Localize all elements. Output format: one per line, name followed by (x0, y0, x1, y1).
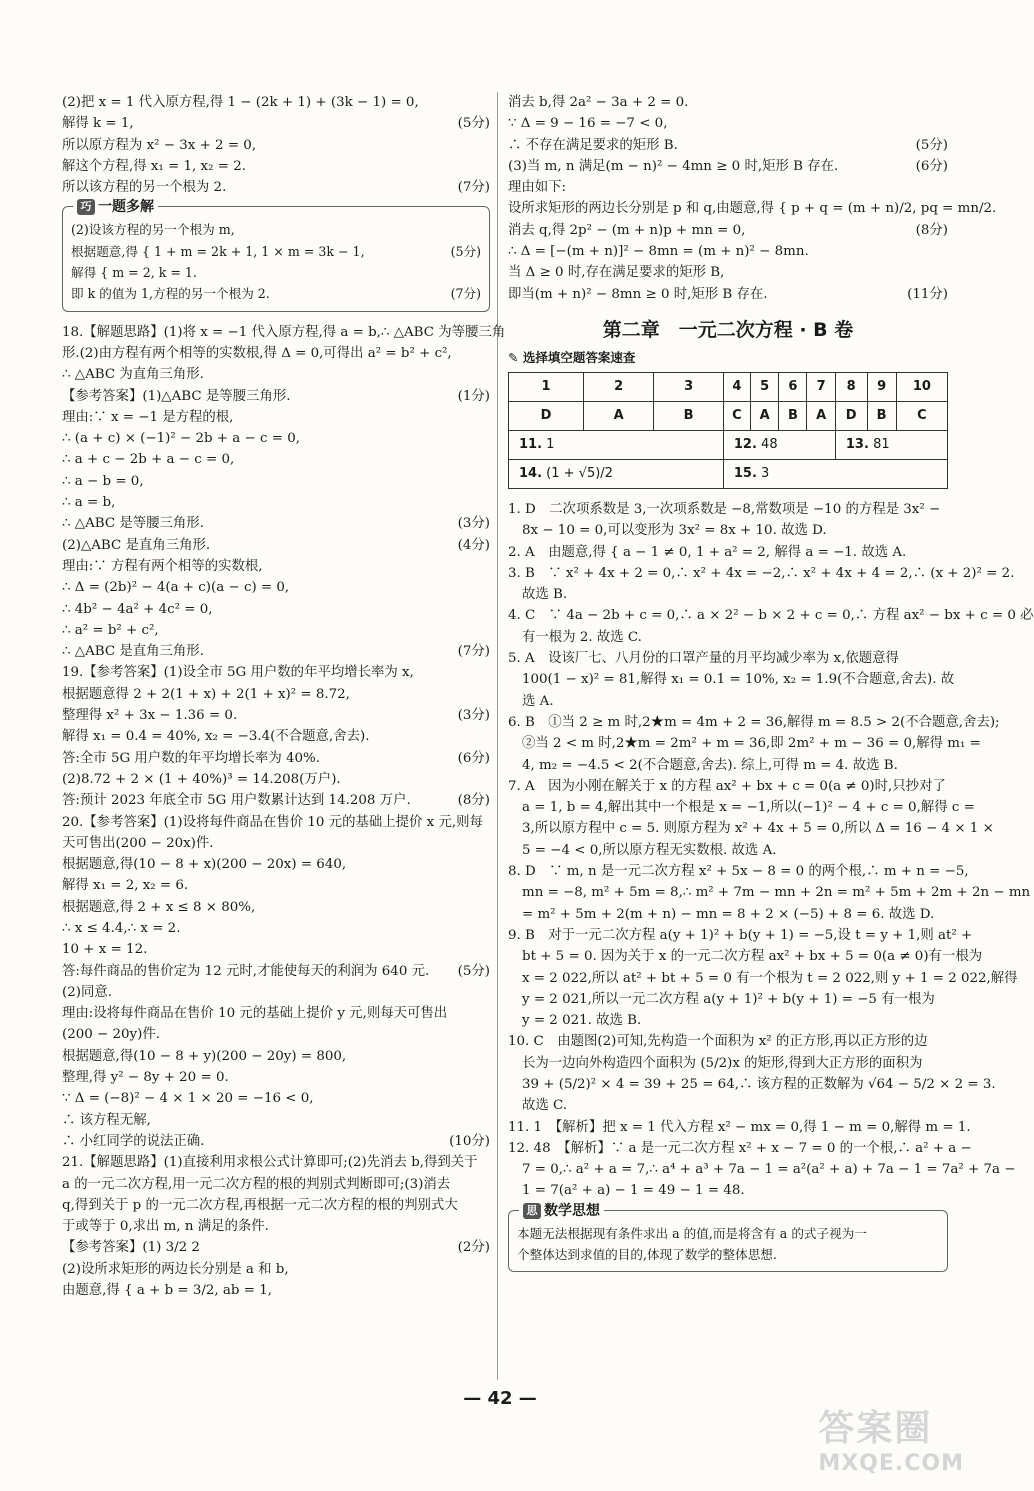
text-line: 设所求矩形的两边长分别是 p 和 q,由题意,得 { p + q = (m + n)/2, pq = mn/2. (508, 201, 997, 217)
text-line: y = 2 021. 故选 B. (522, 1013, 642, 1029)
text-line: ∴ △ABC 为直角三角形. (62, 367, 204, 383)
table-cell: A (750, 401, 778, 430)
text-line: 形.(2)由方程有两个相等的实数根,得 Δ = 0,可得出 a² = b² + c², (62, 345, 452, 361)
text-line: 3,所以原方程中 c = 5. 则原方程为 x² + 4x + 5 = 0,所以 Δ = 16 − 4 × 1 × (522, 821, 994, 837)
table-cell: 15. 3 (723, 459, 947, 488)
text-line: (2)设该方程的另一个根为 m, (71, 222, 235, 238)
q21-continued (508, 92, 997, 305)
text-line: (3)当 m, n 满足(m − n)² − 4mn ≥ 0 时,矩形 B 存在. (6分) (508, 156, 948, 177)
table-cell: C (896, 401, 947, 430)
text-line: 整理得 x² + 3x − 1.36 = 0. (3分) (62, 705, 490, 726)
column-divider (497, 92, 498, 1380)
text-line: y = 2 021,所以一元二次方程 a(y + 1)² + b(y + 1) = −5 有一根为 (522, 991, 935, 1007)
text-line: ∴ 4b² − 4a² + 4c² = 0, (62, 601, 213, 617)
score: (1分) (457, 388, 490, 404)
text-line: ∴ a + c − 2b + a − c = 0, (62, 452, 235, 468)
left-column (62, 92, 506, 1301)
text-line: 2. A 由题意,得 { a − 1 ≠ 0, 1 + a² = 2, 解得 a = −1. 故选 A. (508, 544, 907, 560)
text-line: 解得 x₁ = 0.4 = 40%, x₂ = −3.4(不合题意,舍去). (62, 729, 370, 745)
text-line: 【参考答案】(1) 3/2 2 (2分) (62, 1237, 490, 1258)
table-cell: 12. 48 (723, 430, 835, 459)
table-cell: 14. (1 + √5)/2 (509, 459, 724, 488)
text-line: 7 = 0,∴ a² + a = 7,∴ a⁴ + a³ + 7a − 1 = a²(a² + a) + 7a − 1 = 7a² + 7a − (522, 1162, 1016, 1178)
table-cell: 8 (835, 372, 867, 401)
multi-solution-box (62, 199, 490, 311)
text-line: 解得 x₁ = 2, x₂ = 6. (62, 878, 189, 894)
score: (7分) (457, 644, 490, 660)
text-line: ∴ 小红同学的说法正确. (10分) (62, 1131, 490, 1152)
text-line: 【参考答案】(1)△ABC 是等腰三角形. (1分) (62, 386, 490, 407)
score: (5分) (457, 116, 490, 132)
text-line: 20.【参考答案】(1)设将每件商品在售价 10 元的基础上提价 x 元,则每 (62, 814, 483, 830)
text-line: 5. A 设该厂七、八月份的口罩产量的月平均减少率为 x,依题意得 (508, 651, 899, 667)
text-line: 选 A. (522, 693, 554, 709)
text-line: ∵ Δ = (−8)² − 4 × 1 × 20 = −16 < 0, (62, 1091, 314, 1107)
text-line: a = 1, b = 4,解出其中一个根是 x = −1,所以(−1)² − 4 + c = 0,解得 c = (522, 800, 975, 816)
text-line: 即 k 的值为 1,方程的另一个根为 2. (7分) (71, 283, 481, 304)
text-line: 理由:∵ 方程有两个相等的实数根, (62, 558, 263, 574)
text-line: 长为一边向外构造四个面积为 (5/2)x 的矩形,得到大正方形的面积为 (522, 1055, 923, 1071)
table-cell: 5 (750, 372, 778, 401)
score: (6分) (915, 158, 948, 174)
score: (5分) (457, 963, 490, 979)
table-cell: D (509, 401, 584, 430)
table-cell: C (723, 401, 750, 430)
text-line: mn = −8, m² + 5m = 8,∴ m² + 7m − mn + 2n = m² + 5m + 2m + 2n − mn (522, 885, 1031, 901)
text-line: ∴ x ≤ 4.4,∴ x = 2. (62, 920, 181, 936)
text-line: a 的一元二次方程,用一元二次方程的根的判别式判断即可;(3)消去 (62, 1176, 451, 1192)
text-line: 理由如下: (508, 180, 567, 196)
text-line: 故选 C. (522, 1098, 568, 1114)
score: (6分) (457, 750, 490, 766)
text-line: 有一根为 2. 故选 C. (522, 629, 642, 645)
box-tag-icon: 思 (523, 1203, 541, 1219)
text-line: 1 = 7(a² + a) − 1 = 49 − 1 = 48. (522, 1183, 745, 1199)
text-line: 8x − 10 = 0,可以变形为 3x² = 8x + 10. 故选 D. (522, 523, 827, 539)
table-cell: A (584, 401, 654, 430)
text-line: 解这个方程,得 x₁ = 1, x₂ = 2. (62, 158, 246, 174)
text-line: 于或等于 0,求出 m, n 满足的条件. (62, 1219, 269, 1235)
text-line: (200 − 20y)件. (62, 1027, 160, 1043)
text-line: (2)△ABC 是直角三角形. (4分) (62, 535, 490, 556)
box-title: 思 数学思想 (519, 1200, 604, 1220)
text-line: 5 = −4 < 0,所以原方程无实数根. 故选 A. (522, 842, 777, 858)
text-line: 根据题意,得(10 − 8 + y)(200 − 20y) = 800, (62, 1048, 347, 1064)
table-cell: B (779, 401, 807, 430)
text-line: x = 2 022,所以 at² + bt + 5 = 0 有一个根为 t = 2 022,则 y + 1 = 2 022,解得 (522, 970, 1018, 986)
text-line: 8. D ∵ m, n 是一元二次方程 x² + 5x − 8 = 0 的两个根,∴ m + n = −5, (508, 864, 969, 880)
table-cell: 13. 81 (835, 430, 947, 459)
text-line: 4, m₂ = −4.5 < 2(不合题意,舍去). 综上,可得 m = 4. 故选 B. (522, 757, 898, 773)
text-line: = m² + 5m + 2(m + n) − mn = 8 + 2 × (−5) + 8 = 6. 故选 D. (522, 906, 935, 922)
score: (11分) (907, 286, 948, 302)
table-cell: 1 (509, 372, 584, 401)
text-line: ∴ (a + c) × (−1)² − 2b + a − c = 0, (62, 431, 301, 447)
text-line: 当 Δ ≥ 0 时,存在满足要求的矩形 B, (508, 265, 725, 281)
score: (4分) (457, 537, 490, 553)
q18-21-solutions (62, 322, 506, 1302)
text-line: 4. C ∵ 4a − 2b + c = 0,∴ a × 2² − b × 2 + c = 0,∴ 方程 ax² − bx + c = 0 必 (508, 608, 1034, 624)
text-line: ∴ a = b, (62, 495, 116, 511)
score: (8分) (915, 222, 948, 238)
text-line: 即当(m + n)² − 8mn ≥ 0 时,矩形 B 存在. (11分) (508, 284, 948, 305)
text-line: ∴ a − b = 0, (62, 473, 144, 489)
text-line: 本题无法根据现有条件求出 a 的值,而是将含有 a 的式子视为一 (517, 1225, 867, 1241)
right-column (508, 92, 1034, 1282)
box-tag-icon: 巧 (77, 199, 95, 215)
table-cell: B (654, 401, 724, 430)
answer-table (508, 372, 948, 489)
text-line: 11. 1 【解析】把 x = 1 代入方程 x² − mx = 0,得 1 − m = 0,解得 m = 1. (508, 1119, 971, 1135)
text-line: 所以该方程的另一个根为 2. (7分) (62, 177, 490, 198)
text-line: 6. B ①当 2 ≥ m 时,2★m = 4m + 2 = 36,解得 m = 8.5 > 2(不合题意,舍去); (508, 714, 1000, 730)
score: (5分) (915, 137, 948, 153)
text-line: 个整体达到求值的目的,体现了数学的整体思想. (517, 1247, 777, 1263)
table-cell: B (867, 401, 896, 430)
score: (10分) (449, 1133, 490, 1149)
text-line: 答:每件商品的售价定为 12 元时,才能使每天的利润为 640 元. (5分) (62, 961, 490, 982)
text-line: 10 + x = 12. (62, 942, 148, 958)
score: (7分) (457, 180, 490, 196)
table-cell: A (807, 401, 835, 430)
score: (2分) (457, 1240, 490, 1256)
watermark: 答案圈 MXQE.COM (818, 1408, 964, 1476)
text-line: 所以原方程为 x² − 3x + 2 = 0, (62, 137, 257, 153)
text-line: ②当 2 < m 时,2★m = 2m² + m = 36,即 2m² + m − 36 = 0,解得 m₁ = (522, 736, 981, 752)
text-line: 解得 { m = 2, k = 1. (71, 265, 197, 281)
text-line: ∴ △ABC 是等腰三角形. (3分) (62, 513, 490, 534)
text-line: 19.【参考答案】(1)设全市 5G 用户数的年平均增长率为 x, (62, 665, 414, 681)
text-line: ∴ △ABC 是直角三角形. (7分) (62, 641, 490, 662)
text-line: 消去 q,得 2p² − (m + n)p + mn = 0, (8分) (508, 220, 948, 241)
table-cell: 2 (584, 372, 654, 401)
table-cell: D (835, 401, 867, 430)
table-cell: 7 (807, 372, 835, 401)
table-cell: 3 (654, 372, 724, 401)
q17-solution (62, 92, 490, 198)
text-line: ∴ Δ = [−(m + n)]² − 8mn = (m + n)² − 8mn. (508, 244, 809, 260)
text-line: ∴ 该方程无解, (62, 1112, 151, 1128)
text-line: 9. B 对于一元二次方程 a(y + 1)² + b(y + 1) = −5,设 t = y + 1,则 at² + (508, 927, 973, 943)
text-line: ∴ Δ = (2b)² − 4(a + c)(a − c) = 0, (62, 580, 290, 596)
text-line: 理由:设将每件商品在售价 10 元的基础上提价 y 元,则每天可售出 (62, 1006, 448, 1022)
chapter-title: 第二章 一元二次方程 · B 卷 (602, 318, 854, 341)
table-cell: 9 (867, 372, 896, 401)
text-line: 整理,得 y² − 8y + 20 = 0. (62, 1070, 229, 1086)
text-line: (2)设所求矩形的两边长分别是 a 和 b, (62, 1261, 289, 1277)
table-cell: 11. 1 (509, 430, 724, 459)
score: (5分) (450, 243, 481, 259)
text-line: ∵ Δ = 9 − 16 = −7 < 0, (508, 116, 668, 132)
text-line: 解得 k = 1, (5分) (62, 113, 490, 134)
text-line: 答:全市 5G 用户数的年平均增长率为 40%. (6分) (62, 748, 490, 769)
table-cell: 6 (779, 372, 807, 401)
table-cell: 4 (723, 372, 750, 401)
text-line: (2)同意. (62, 984, 113, 1000)
answer-explanations (508, 499, 1034, 1202)
text-line: (2)把 x = 1 代入原方程,得 1 − (2k + 1) + (3k − 1) = 0, (62, 95, 419, 110)
text-line: 根据题意,得 2 + x ≤ 8 × 80%, (62, 899, 256, 915)
text-line: 故选 B. (522, 587, 568, 603)
math-thinking-box (508, 1202, 948, 1273)
text-line: 10. C 由题图(2)可知,先构造一个面积为 x² 的正方形,再以正方形的边 (508, 1034, 928, 1050)
page-number: — 42 — (463, 1388, 537, 1409)
text-line: 3. B ∵ x² + 4x + 2 = 0,∴ x² + 4x = −2,∴ x² + 4x + 4 = 2,∴ (x + 2)² = 2. (508, 565, 1015, 581)
score: (3分) (457, 708, 490, 724)
score: (3分) (457, 516, 490, 532)
text-line: ∴ a² = b² + c², (62, 622, 159, 638)
table-cell: 10 (896, 372, 947, 401)
box-title: 巧 一题多解 (73, 196, 158, 216)
quick-answer-title: ✎ 选择填空题答案速查 (508, 349, 636, 365)
text-line: 18.【解题思路】(1)将 x = −1 代入原方程,得 a = b,∴ △ABC 为等腰三角 (62, 324, 506, 340)
score: (8分) (457, 793, 490, 809)
text-line: 根据题意,得 { 1 + m = 2k + 1, 1 × m = 3k − 1, (5分) (71, 241, 481, 262)
text-line: 理由:∵ x = −1 是方程的根, (62, 409, 234, 425)
text-line: 100(1 − x)² = 81,解得 x₁ = 0.1 = 10%, x₂ = 1.9(不合题意,舍去). 故 (522, 672, 955, 688)
text-line: 根据题意得 2 + 2(1 + x) + 2(1 + x)² = 8.72, (62, 686, 350, 702)
text-line: bt + 5 = 0. 因为关于 x 的一元二次方程 ax² + bx + 5 = 0(a ≠ 0)有一根为 (522, 949, 983, 965)
text-line: 由题意,得 { a + b = 3/2, ab = 1, (62, 1283, 272, 1299)
text-line: 12. 48 【解析】∵ a 是一元二次方程 x² + x − 7 = 0 的一个根,∴ a² + a − (508, 1140, 972, 1156)
text-line: 答:预计 2023 年底全市 5G 用户数累计达到 14.208 万户. (8分) (62, 790, 490, 811)
text-line: (2)8.72 + 2 × (1 + 40%)³ = 14.208(万户). (62, 771, 341, 787)
text-line: 1. D 二次项系数是 3,一次项系数是 −8,常数项是 −10 的方程是 3x² − (508, 501, 941, 517)
text-line: 39 + (5/2)² × 4 = 39 + 25 = 64,∴ 该方程的正数解为 √64 − 5/2 × 2 = 3. (522, 1076, 996, 1092)
text-line: q,得到关于 p 的一元二次方程,再根据一元二次方程的根的判别式大 (62, 1197, 458, 1213)
text-line: 21.【解题思路】(1)直接利用求根公式计算即可;(2)先消去 b,得到关于 (62, 1155, 478, 1171)
text-line: 根据题意,得(10 − 8 + x)(200 − 20x) = 640, (62, 857, 347, 873)
text-line: 7. A 因为小刚在解关于 x 的方程 ax² + bx + c = 0(a ≠ 0)时,只抄对了 (508, 778, 946, 794)
text-line: 天可售出(200 − 20x)件. (62, 835, 214, 851)
text-line: 消去 b,得 2a² − 3a + 2 = 0. (508, 95, 689, 110)
score: (7分) (450, 286, 481, 302)
text-line: ∴ 不存在满足要求的矩形 B. (5分) (508, 135, 948, 156)
